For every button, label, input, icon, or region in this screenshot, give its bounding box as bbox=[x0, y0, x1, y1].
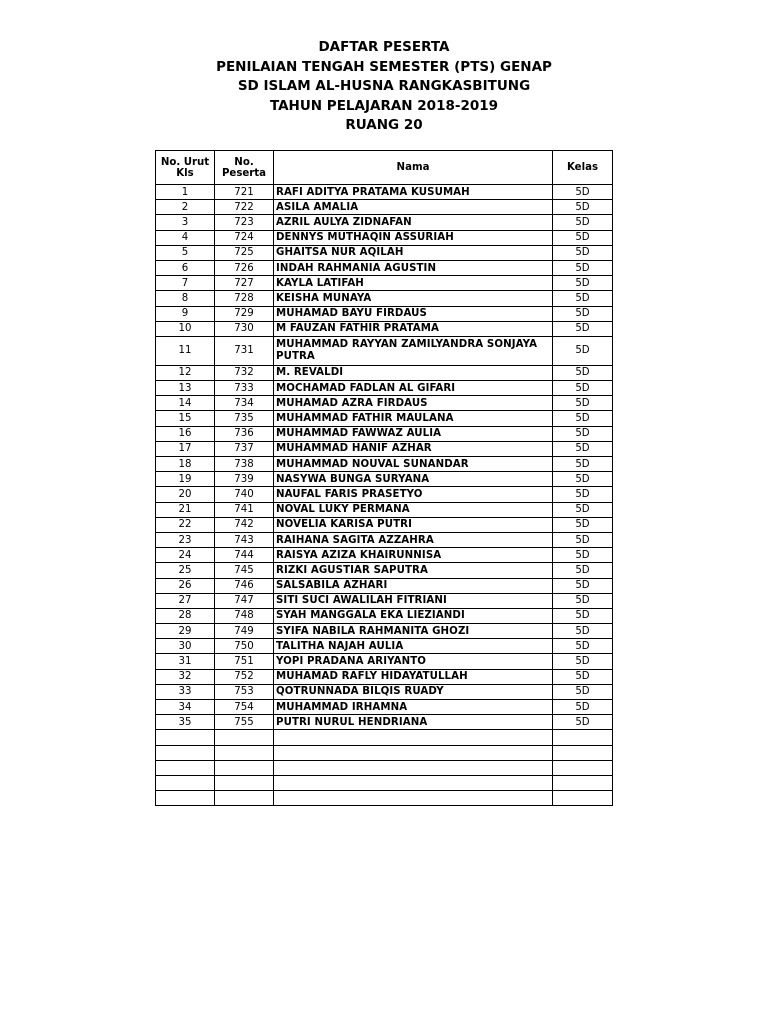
table-row bbox=[156, 411, 613, 426]
cell-kelas: 5D bbox=[553, 578, 613, 593]
empty-cell bbox=[156, 730, 215, 745]
table-row bbox=[156, 441, 613, 456]
table-row bbox=[156, 215, 613, 230]
cell-nama: MUHAMMAD IRHAMNA bbox=[274, 700, 553, 715]
cell-no-peserta: 742 bbox=[215, 517, 274, 532]
cell-nama: RAFI ADITYA PRATAMA KUSUMAH bbox=[274, 185, 553, 200]
cell-nama: AZRIL AULYA ZIDNAFAN bbox=[274, 215, 553, 230]
cell-kelas: 5D bbox=[553, 381, 613, 396]
cell-kelas: 5D bbox=[553, 654, 613, 669]
table-row bbox=[156, 426, 613, 441]
cell-nama: SYIFA NABILA RAHMANITA GHOZI bbox=[274, 624, 553, 639]
cell-no-urut: 11 bbox=[156, 336, 215, 365]
empty-cell bbox=[215, 730, 274, 745]
cell-nama: QOTRUNNADA BILQIS RUADY bbox=[274, 684, 553, 699]
cell-no-peserta: 721 bbox=[215, 185, 274, 200]
table-row bbox=[156, 700, 613, 715]
cell-kelas: 5D bbox=[553, 185, 613, 200]
cell-kelas: 5D bbox=[553, 321, 613, 336]
empty-row bbox=[156, 745, 613, 760]
cell-no-peserta: 728 bbox=[215, 291, 274, 306]
cell-nama: GHAITSA NUR AQILAH bbox=[274, 245, 553, 260]
empty-cell bbox=[553, 775, 613, 790]
document-header bbox=[0, 38, 768, 136]
cell-no-urut: 20 bbox=[156, 487, 215, 502]
cell-no-urut: 14 bbox=[156, 396, 215, 411]
cell-no-peserta: 753 bbox=[215, 684, 274, 699]
table-row bbox=[156, 684, 613, 699]
cell-kelas: 5D bbox=[553, 593, 613, 608]
table-row bbox=[156, 578, 613, 593]
header-no-peserta-line2: Peserta bbox=[221, 167, 267, 179]
cell-nama: NAUFAL FARIS PRASETYO bbox=[274, 487, 553, 502]
table-row bbox=[156, 487, 613, 502]
table-row bbox=[156, 200, 613, 215]
cell-no-urut: 6 bbox=[156, 260, 215, 275]
cell-nama: DENNYS MUTHAQIN ASSURIAH bbox=[274, 230, 553, 245]
cell-kelas: 5D bbox=[553, 700, 613, 715]
table-row bbox=[156, 472, 613, 487]
cell-kelas: 5D bbox=[553, 411, 613, 426]
cell-no-peserta: 739 bbox=[215, 472, 274, 487]
cell-kelas: 5D bbox=[553, 260, 613, 275]
empty-cell bbox=[553, 791, 613, 806]
cell-kelas: 5D bbox=[553, 715, 613, 730]
cell-no-urut: 29 bbox=[156, 624, 215, 639]
table-row bbox=[156, 185, 613, 200]
header-no-urut-line2: Kls bbox=[176, 167, 194, 179]
cell-nama: KAYLA LATIFAH bbox=[274, 276, 553, 291]
empty-cell bbox=[553, 745, 613, 760]
cell-no-peserta: 749 bbox=[215, 624, 274, 639]
cell-no-peserta: 745 bbox=[215, 563, 274, 578]
empty-cell bbox=[156, 760, 215, 775]
empty-row bbox=[156, 775, 613, 790]
cell-kelas: 5D bbox=[553, 245, 613, 260]
cell-no-urut: 4 bbox=[156, 230, 215, 245]
cell-no-peserta: 736 bbox=[215, 426, 274, 441]
cell-no-peserta: 746 bbox=[215, 578, 274, 593]
cell-no-urut: 30 bbox=[156, 639, 215, 654]
cell-kelas: 5D bbox=[553, 608, 613, 623]
cell-no-peserta: 726 bbox=[215, 260, 274, 275]
cell-no-urut: 16 bbox=[156, 426, 215, 441]
cell-no-urut: 18 bbox=[156, 457, 215, 472]
cell-no-peserta: 729 bbox=[215, 306, 274, 321]
cell-no-urut: 1 bbox=[156, 185, 215, 200]
table-header-row bbox=[156, 151, 613, 185]
cell-no-urut: 8 bbox=[156, 291, 215, 306]
cell-kelas: 5D bbox=[553, 624, 613, 639]
cell-no-peserta: 750 bbox=[215, 639, 274, 654]
table-row bbox=[156, 593, 613, 608]
cell-no-urut: 34 bbox=[156, 700, 215, 715]
table-row bbox=[156, 654, 613, 669]
cell-no-urut: 19 bbox=[156, 472, 215, 487]
empty-cell bbox=[274, 730, 553, 745]
cell-no-urut: 15 bbox=[156, 411, 215, 426]
title-line-1: DAFTAR PESERTA bbox=[318, 39, 450, 55]
table-row bbox=[156, 457, 613, 472]
cell-kelas: 5D bbox=[553, 502, 613, 517]
cell-no-peserta: 755 bbox=[215, 715, 274, 730]
cell-no-peserta: 740 bbox=[215, 487, 274, 502]
table-row bbox=[156, 381, 613, 396]
cell-nama: MOCHAMAD FADLAN AL GIFARI bbox=[274, 381, 553, 396]
cell-kelas: 5D bbox=[553, 487, 613, 502]
cell-kelas: 5D bbox=[553, 639, 613, 654]
cell-no-peserta: 734 bbox=[215, 396, 274, 411]
cell-no-urut: 2 bbox=[156, 200, 215, 215]
cell-nama: MUHAMMAD FAWWAZ AULIA bbox=[274, 426, 553, 441]
cell-no-peserta: 744 bbox=[215, 548, 274, 563]
cell-kelas: 5D bbox=[553, 669, 613, 684]
cell-no-urut: 25 bbox=[156, 563, 215, 578]
cell-no-urut: 12 bbox=[156, 365, 215, 380]
table-body bbox=[156, 185, 613, 806]
title-line-4: TAHUN PELAJARAN 2018-2019 bbox=[269, 97, 499, 114]
cell-nama: INDAH RAHMANIA AGUSTIN bbox=[274, 260, 553, 275]
table-row bbox=[156, 336, 613, 365]
empty-cell bbox=[215, 745, 274, 760]
title-line-5: RUANG 20 bbox=[345, 117, 423, 133]
cell-kelas: 5D bbox=[553, 230, 613, 245]
table-row bbox=[156, 715, 613, 730]
cell-nama: MUHAMAD BAYU FIRDAUS bbox=[274, 306, 553, 321]
cell-no-urut: 3 bbox=[156, 215, 215, 230]
table-row bbox=[156, 245, 613, 260]
cell-kelas: 5D bbox=[553, 396, 613, 411]
cell-no-peserta: 747 bbox=[215, 593, 274, 608]
cell-nama: RAISYA AZIZA KHAIRUNNISA bbox=[274, 548, 553, 563]
cell-nama: YOPI PRADANA ARIYANTO bbox=[274, 654, 553, 669]
cell-kelas: 5D bbox=[553, 532, 613, 547]
cell-nama: ASILA AMALIA bbox=[274, 200, 553, 215]
cell-no-peserta: 731 bbox=[215, 336, 274, 365]
cell-nama: M FAUZAN FATHIR PRATAMA bbox=[274, 321, 553, 336]
cell-kelas: 5D bbox=[553, 200, 613, 215]
cell-kelas: 5D bbox=[553, 276, 613, 291]
header-no-peserta bbox=[215, 151, 274, 185]
cell-no-urut: 21 bbox=[156, 502, 215, 517]
cell-nama: TALITHA NAJAH AULIA bbox=[274, 639, 553, 654]
table-row bbox=[156, 624, 613, 639]
cell-no-urut: 22 bbox=[156, 517, 215, 532]
cell-no-peserta: 735 bbox=[215, 411, 274, 426]
table-row bbox=[156, 230, 613, 245]
cell-kelas: 5D bbox=[553, 306, 613, 321]
table-row bbox=[156, 276, 613, 291]
cell-no-peserta: 723 bbox=[215, 215, 274, 230]
header-no-urut bbox=[156, 151, 215, 185]
table-row bbox=[156, 291, 613, 306]
empty-cell bbox=[553, 760, 613, 775]
cell-no-peserta: 733 bbox=[215, 381, 274, 396]
cell-kelas: 5D bbox=[553, 291, 613, 306]
cell-no-peserta: 751 bbox=[215, 654, 274, 669]
empty-cell bbox=[274, 791, 553, 806]
cell-kelas: 5D bbox=[553, 441, 613, 456]
cell-no-urut: 27 bbox=[156, 593, 215, 608]
empty-cell bbox=[215, 760, 274, 775]
cell-kelas: 5D bbox=[553, 684, 613, 699]
cell-nama: M. REVALDI bbox=[274, 365, 553, 380]
cell-kelas: 5D bbox=[553, 336, 613, 365]
cell-no-peserta: 738 bbox=[215, 457, 274, 472]
cell-kelas: 5D bbox=[553, 563, 613, 578]
table-row bbox=[156, 532, 613, 547]
cell-no-urut: 32 bbox=[156, 669, 215, 684]
empty-cell bbox=[274, 775, 553, 790]
cell-no-peserta: 730 bbox=[215, 321, 274, 336]
cell-nama: MUHAMMAD NOUVAL SUNANDAR bbox=[274, 457, 553, 472]
cell-no-peserta: 724 bbox=[215, 230, 274, 245]
cell-nama: NOVAL LUKY PERMANA bbox=[274, 502, 553, 517]
cell-nama: SYAH MANGGALA EKA LIEZIANDI bbox=[274, 608, 553, 623]
cell-nama: NASYWA BUNGA SURYANA bbox=[274, 472, 553, 487]
cell-no-peserta: 748 bbox=[215, 608, 274, 623]
cell-no-peserta: 725 bbox=[215, 245, 274, 260]
cell-no-peserta: 743 bbox=[215, 532, 274, 547]
cell-kelas: 5D bbox=[553, 548, 613, 563]
cell-kelas: 5D bbox=[553, 365, 613, 380]
table-row bbox=[156, 563, 613, 578]
cell-no-urut: 23 bbox=[156, 532, 215, 547]
cell-no-urut: 7 bbox=[156, 276, 215, 291]
cell-nama: MUHAMAD RAFLY HIDAYATULLAH bbox=[274, 669, 553, 684]
empty-cell bbox=[156, 791, 215, 806]
cell-nama: NOVELIA KARISA PUTRI bbox=[274, 517, 553, 532]
table-row bbox=[156, 321, 613, 336]
table-row bbox=[156, 365, 613, 380]
table-row bbox=[156, 548, 613, 563]
cell-no-peserta: 754 bbox=[215, 700, 274, 715]
empty-row bbox=[156, 730, 613, 745]
cell-no-urut: 9 bbox=[156, 306, 215, 321]
cell-no-urut: 17 bbox=[156, 441, 215, 456]
table-row bbox=[156, 396, 613, 411]
header-no-urut-line1: No. Urut bbox=[160, 156, 210, 168]
cell-nama: MUHAMAD AZRA FIRDAUS bbox=[274, 396, 553, 411]
table-row bbox=[156, 517, 613, 532]
cell-no-urut: 24 bbox=[156, 548, 215, 563]
cell-no-peserta: 727 bbox=[215, 276, 274, 291]
cell-nama: RIZKI AGUSTIAR SAPUTRA bbox=[274, 563, 553, 578]
header-nama: Nama bbox=[274, 151, 553, 185]
cell-no-peserta: 732 bbox=[215, 365, 274, 380]
header-kelas: Kelas bbox=[553, 151, 613, 185]
cell-kelas: 5D bbox=[553, 457, 613, 472]
cell-nama: SALSABILA AZHARI bbox=[274, 578, 553, 593]
cell-no-urut: 33 bbox=[156, 684, 215, 699]
table-row bbox=[156, 306, 613, 321]
table-row bbox=[156, 502, 613, 517]
empty-cell bbox=[156, 775, 215, 790]
cell-no-urut: 28 bbox=[156, 608, 215, 623]
cell-kelas: 5D bbox=[553, 426, 613, 441]
cell-no-peserta: 741 bbox=[215, 502, 274, 517]
table-row bbox=[156, 260, 613, 275]
empty-row bbox=[156, 791, 613, 806]
participant-table bbox=[155, 150, 613, 806]
cell-no-urut: 13 bbox=[156, 381, 215, 396]
empty-cell bbox=[274, 745, 553, 760]
table-row bbox=[156, 639, 613, 654]
cell-nama: MUHAMMAD HANIF AZHAR bbox=[274, 441, 553, 456]
empty-row bbox=[156, 760, 613, 775]
cell-nama: RAIHANA SAGITA AZZAHRA bbox=[274, 532, 553, 547]
table-row bbox=[156, 608, 613, 623]
cell-no-peserta: 752 bbox=[215, 669, 274, 684]
cell-no-urut: 10 bbox=[156, 321, 215, 336]
cell-no-urut: 5 bbox=[156, 245, 215, 260]
cell-nama: PUTRI NURUL HENDRIANA bbox=[274, 715, 553, 730]
table-row bbox=[156, 669, 613, 684]
cell-kelas: 5D bbox=[553, 215, 613, 230]
title-line-2: PENILAIAN TENGAH SEMESTER (PTS) GENAP bbox=[216, 58, 552, 75]
cell-no-urut: 31 bbox=[156, 654, 215, 669]
cell-no-urut: 26 bbox=[156, 578, 215, 593]
empty-cell bbox=[274, 760, 553, 775]
cell-nama: KEISHA MUNAYA bbox=[274, 291, 553, 306]
header-no-peserta-line1: No. bbox=[234, 156, 254, 168]
cell-kelas: 5D bbox=[553, 472, 613, 487]
cell-nama: MUHAMMAD FATHIR MAULANA bbox=[274, 411, 553, 426]
cell-nama: SITI SUCI AWALILAH FITRIANI bbox=[274, 593, 553, 608]
empty-cell bbox=[156, 745, 215, 760]
title-line-3: SD ISLAM AL-HUSNA RANGKASBITUNG bbox=[237, 78, 531, 94]
cell-no-peserta: 722 bbox=[215, 200, 274, 215]
empty-cell bbox=[215, 775, 274, 790]
empty-cell bbox=[553, 730, 613, 745]
cell-no-urut: 35 bbox=[156, 715, 215, 730]
cell-no-peserta: 737 bbox=[215, 441, 274, 456]
empty-cell bbox=[215, 791, 274, 806]
cell-kelas: 5D bbox=[553, 517, 613, 532]
cell-nama: MUHAMMAD RAYYAN ZAMILYANDRA SONJAYA PUTRA bbox=[274, 336, 553, 365]
